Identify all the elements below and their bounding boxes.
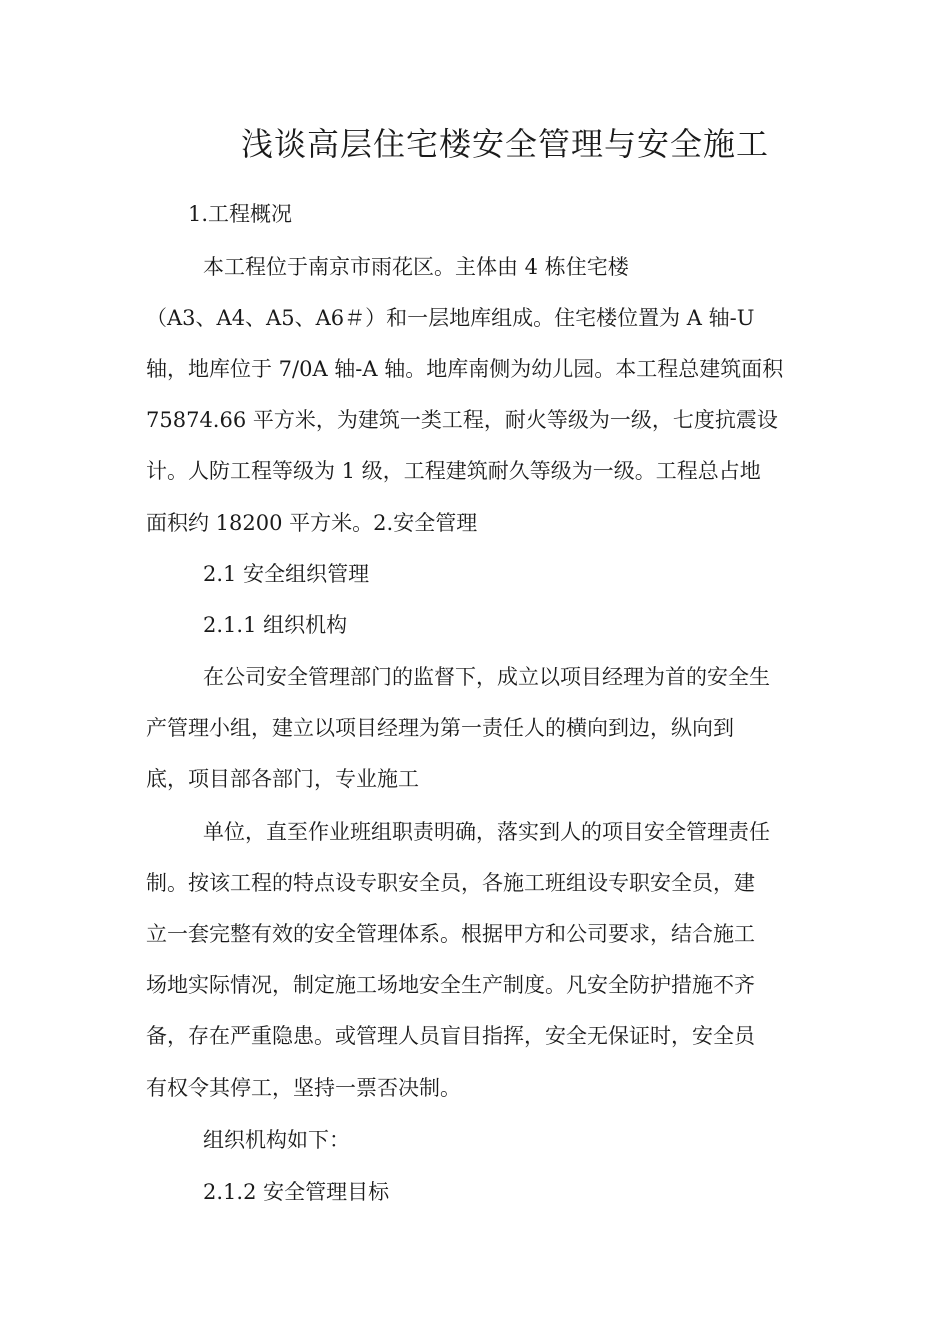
section-heading: 2.1.1 组织机构	[203, 613, 348, 637]
body-text-line: 75874.66 平方米，为建筑一类工程，耐火等级为一级，七度抗震设	[146, 408, 778, 432]
body-text-line: 制。按该工程的特点设专职安全员，各施工班组设专职安全员，建	[146, 871, 755, 895]
section-heading: 2.1 安全组织管理	[203, 562, 370, 586]
document-title: 浅谈高层住宅楼安全管理与安全施工	[240, 125, 769, 163]
body-text-line: （A3、A4、A5、A6＃）和一层地库组成。住宅楼位置为 A 轴-U	[146, 306, 755, 330]
body-text-line: 组织机构如下：	[203, 1128, 350, 1152]
body-text-line: 计。人防工程等级为 1 级，工程建筑耐久等级为一级。工程总占地	[146, 459, 761, 483]
body-text-line: 面积约 18200 平方米。2.安全管理	[146, 511, 478, 535]
body-text-line: 场地实际情况，制定施工场地安全生产制度。凡安全防护措施不齐	[146, 973, 755, 997]
body-text-line: 单位，直至作业班组职责明确，落实到人的项目安全管理责任	[203, 820, 770, 844]
body-text-line: 在公司安全管理部门的监督下，成立以项目经理为首的安全生	[203, 665, 770, 689]
body-text-line: 备，存在严重隐患。或管理人员盲目指挥，安全无保证时，安全员	[146, 1024, 755, 1048]
section-heading: 2.1.2 安全管理目标	[203, 1180, 390, 1204]
body-text-line: 轴，地库位于 7/0A 轴-A 轴。地库南侧为幼儿园。本工程总建筑面积	[146, 357, 784, 381]
section-heading: 1.工程概况	[188, 202, 293, 226]
body-text-line: 本工程位于南京市雨花区。主体由 4 栋住宅楼	[203, 255, 629, 279]
body-text-line: 产管理小组，建立以项目经理为第一责任人的横向到边，纵向到	[146, 716, 734, 740]
body-text-line: 底，项目部各部门，专业施工	[146, 767, 419, 791]
body-text-line: 立一套完整有效的安全管理体系。根据甲方和公司要求，结合施工	[146, 922, 755, 946]
body-text-line: 有权令其停工，坚持一票否决制。	[146, 1076, 461, 1100]
